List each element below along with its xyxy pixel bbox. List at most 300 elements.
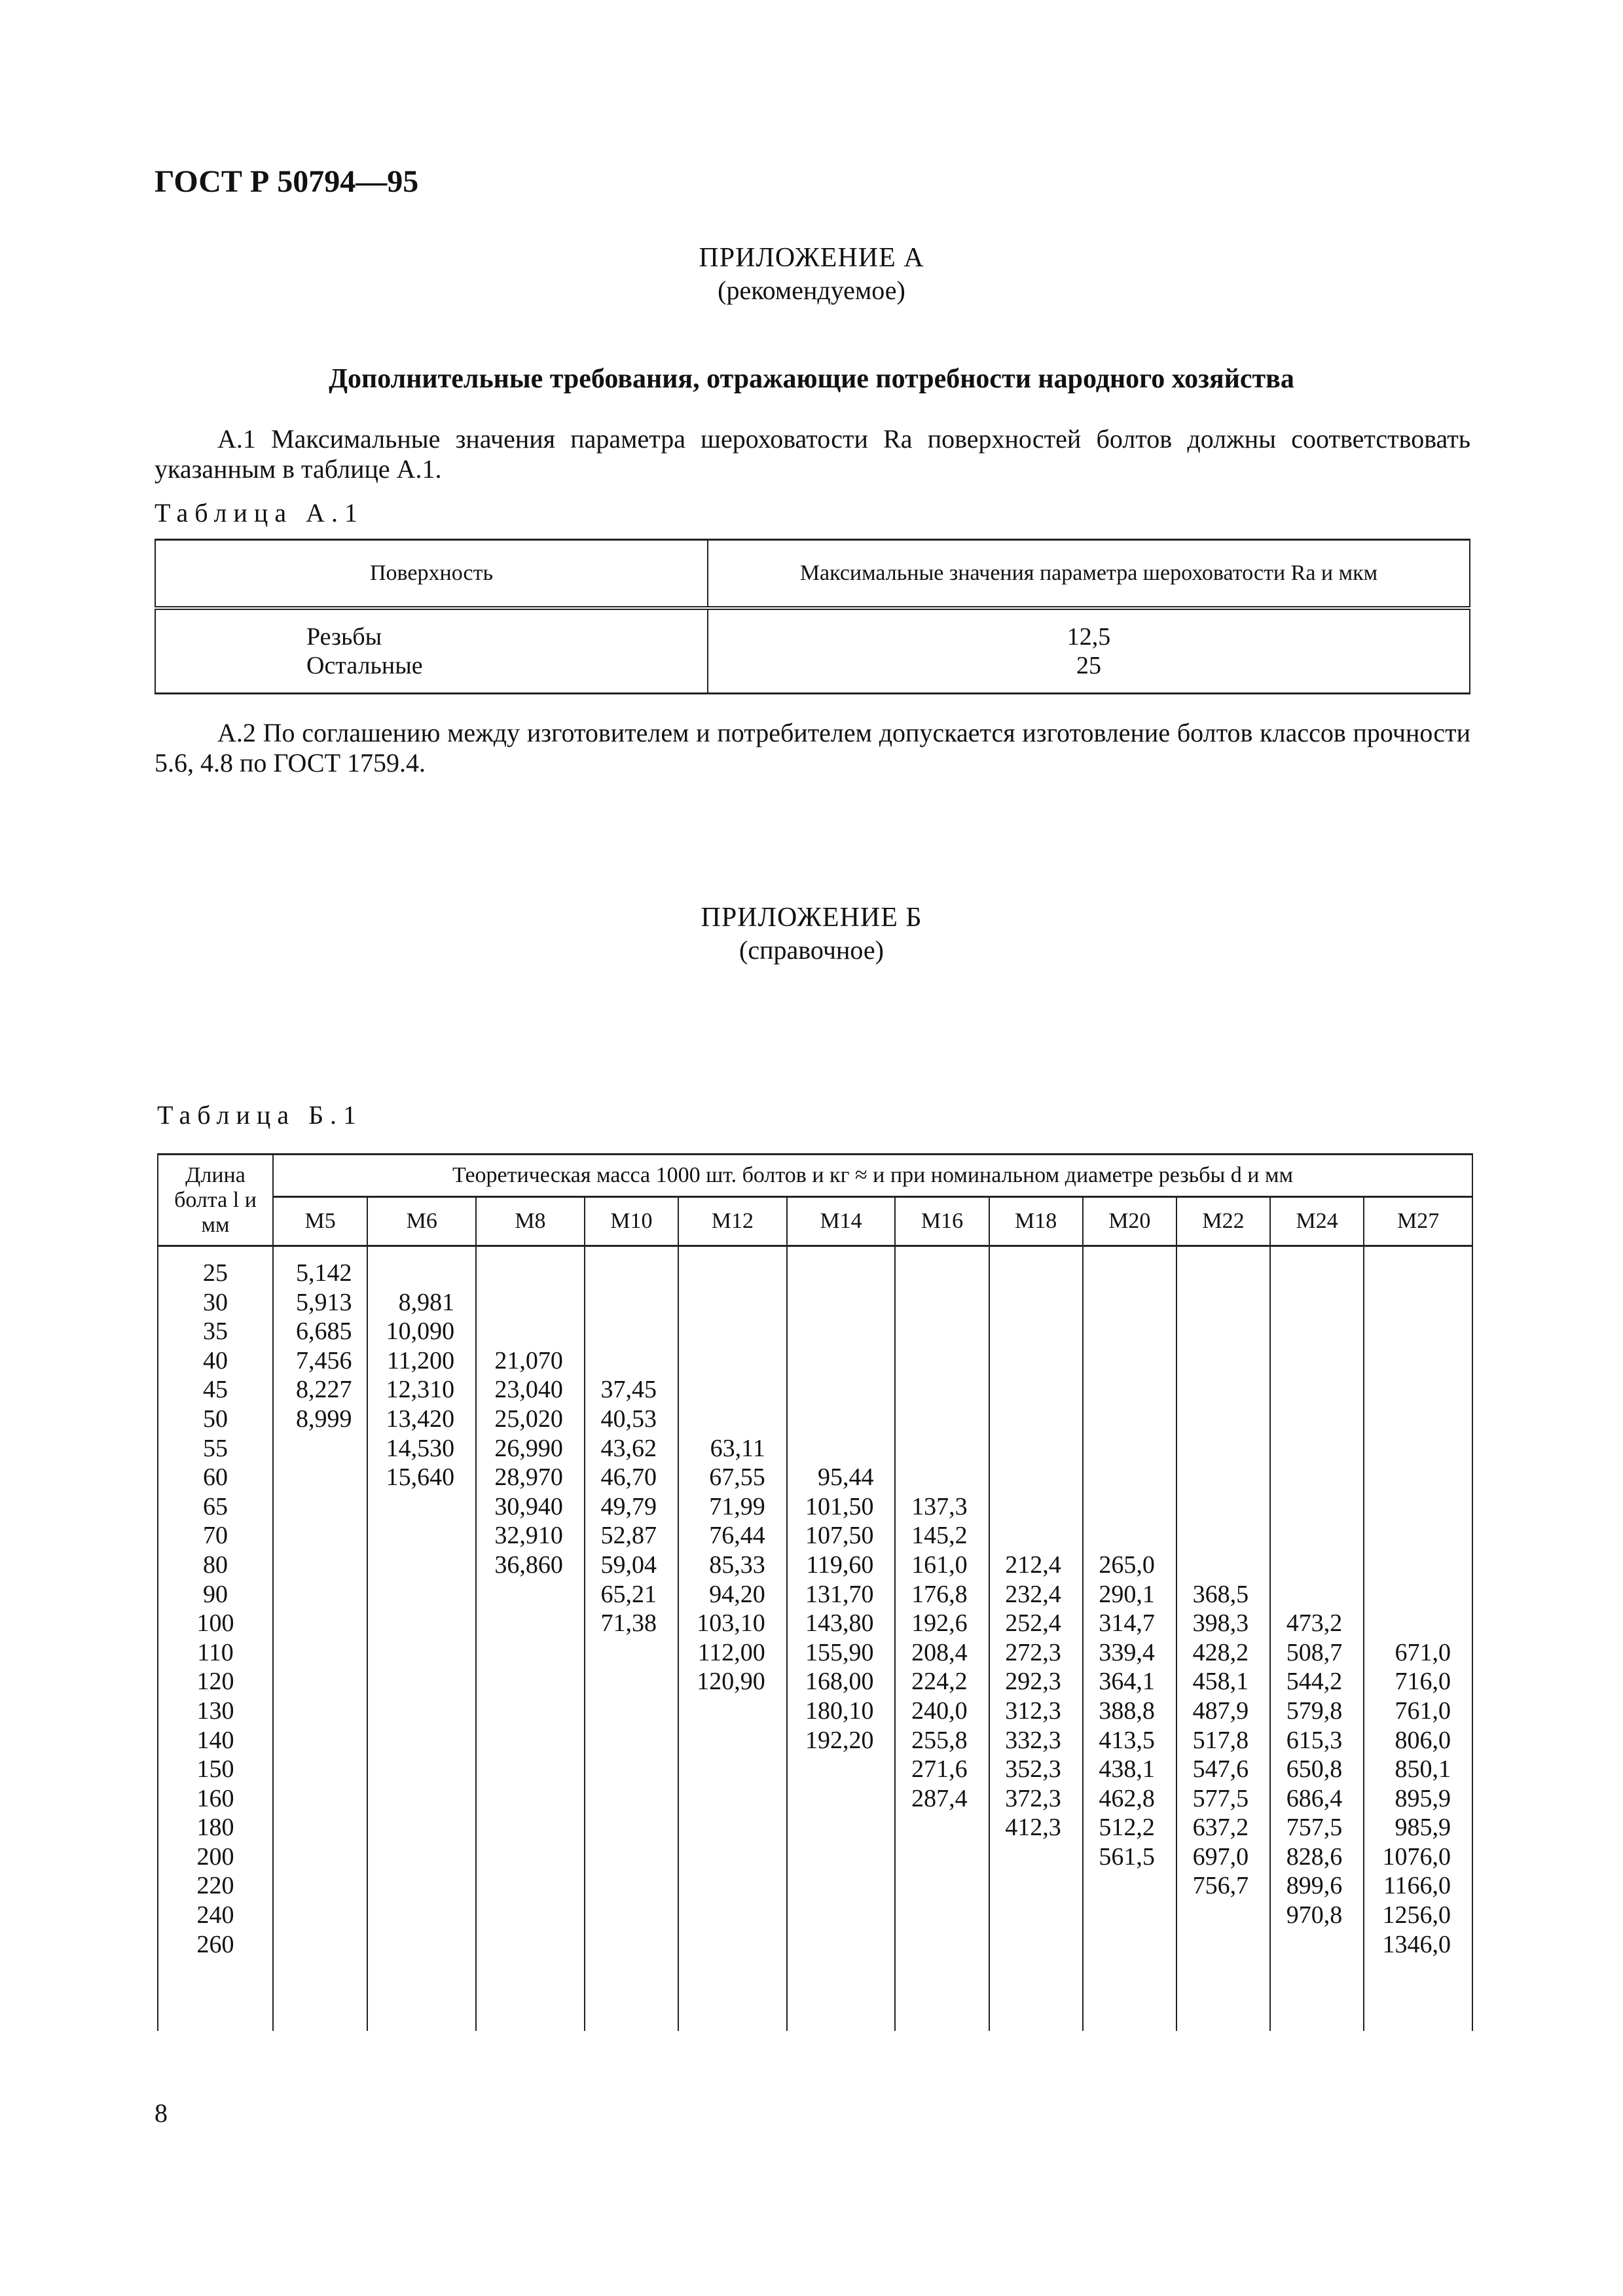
table-cell: 757,5: [1286, 1814, 1343, 1842]
table-cell: 161,0: [911, 1551, 968, 1579]
table-cell: 32,910: [494, 1522, 563, 1550]
table-cell: [991, 1492, 1061, 1522]
table-cell: [296, 1755, 367, 1784]
table-b1-mass-column: [1270, 1246, 1364, 2032]
table-cell: [369, 1521, 454, 1551]
table-b1-mass-column: [367, 1246, 476, 2032]
table-cell: [369, 1813, 454, 1842]
table-cell: 52,87: [600, 1522, 657, 1550]
table-cell: 756,7: [1192, 1872, 1249, 1900]
table-cell: [586, 1755, 657, 1784]
table-cell: [1365, 1346, 1451, 1376]
table-cell: 40,53: [600, 1405, 657, 1433]
table-cell: [1365, 1434, 1451, 1463]
table-cell: [788, 1930, 874, 1960]
table-row: 25: [1076, 652, 1101, 679]
table-cell: [896, 1871, 967, 1901]
table-cell: 6,685: [296, 1318, 352, 1346]
table-cell: [369, 1901, 454, 1930]
table-cell: [1178, 1492, 1249, 1522]
table-cell: 103,10: [697, 1609, 765, 1638]
table-cell: [477, 1726, 563, 1755]
table-b1-length-value: 260: [196, 1930, 234, 1958]
table-cell: 71,99: [709, 1492, 765, 1520]
table-cell: [586, 1901, 657, 1930]
table-cell: [1271, 1463, 1342, 1492]
table-b1-length-header: Длина болта l и мм: [158, 1155, 273, 1246]
table-b1-diameter-header: М14: [787, 1197, 896, 1246]
table-cell: 271,6: [911, 1755, 968, 1784]
table-b1-diameter-header: М20: [1083, 1197, 1176, 1246]
table-cell: [1365, 1492, 1451, 1522]
table-cell: [680, 1813, 765, 1842]
table-cell: 224,2: [911, 1668, 968, 1696]
table-b1-group-header: Теоретическая масса 1000 шт. болтов и кг ≈ и при номинальном диаметре резьбы d и мм: [273, 1155, 1472, 1197]
table-b1-caption: Таблица Б.1: [157, 1100, 363, 1130]
table-cell: [369, 1726, 454, 1755]
table-cell: [1365, 1463, 1451, 1492]
table-cell: [1178, 1405, 1249, 1434]
table-b1-length-value: 30: [203, 1288, 228, 1316]
table-cell: [586, 1667, 657, 1696]
appendix-a-status: (рекомендуемое): [718, 276, 905, 305]
table-cell: [896, 1346, 967, 1376]
table-row: Остальные: [306, 652, 423, 679]
table-cell: 176,8: [911, 1580, 968, 1608]
table-b1-mass-column: [585, 1246, 678, 2032]
table-cell: [477, 1667, 563, 1696]
table-cell: [586, 1784, 657, 1814]
table-b1-length-value: 200: [196, 1842, 234, 1871]
table-b1-length-value: 220: [196, 1872, 234, 1900]
table-cell: 806,0: [1395, 1726, 1451, 1754]
table-cell: [1271, 1346, 1342, 1376]
table-cell: 438,1: [1099, 1755, 1155, 1784]
table-cell: [1084, 1901, 1155, 1930]
table-cell: 287,4: [911, 1784, 968, 1812]
table-cell: 985,9: [1395, 1814, 1451, 1842]
table-cell: [788, 1813, 874, 1842]
table-cell: 314,7: [1099, 1609, 1155, 1638]
table-b1-length-value: 60: [203, 1463, 228, 1492]
table-cell: 473,2: [1286, 1609, 1343, 1638]
table-cell: 192,20: [805, 1726, 874, 1754]
table-b1-diameter-header: М6: [367, 1197, 476, 1246]
table-b1-mass-column: [1176, 1246, 1270, 2032]
table-cell: [586, 1813, 657, 1842]
table-cell: 312,3: [1005, 1696, 1061, 1725]
table-cell: [680, 1346, 765, 1376]
table-cell: 145,2: [911, 1522, 968, 1550]
table-cell: 1256,0: [1382, 1901, 1451, 1929]
table-cell: [1084, 1521, 1155, 1551]
table-a1-surface-cell: [155, 608, 708, 694]
table-cell: 761,0: [1395, 1696, 1451, 1725]
table-cell: 650,8: [1286, 1755, 1343, 1784]
table-b1-lengths: [158, 1246, 273, 2032]
table-cell: [1178, 1259, 1249, 1288]
table-cell: [1084, 1317, 1155, 1346]
table-cell: [586, 1842, 657, 1872]
table-b1-mass-column: [1083, 1246, 1176, 2032]
table-cell: [1271, 1930, 1342, 1960]
table-b1-diameter-header: М27: [1364, 1197, 1472, 1246]
table-cell: [477, 1901, 563, 1930]
table-cell: [586, 1930, 657, 1960]
table-cell: 155,90: [805, 1638, 874, 1666]
table-cell: [586, 1696, 657, 1726]
table-cell: [477, 1755, 563, 1784]
table-cell: [991, 1901, 1061, 1930]
table-cell: [1271, 1434, 1342, 1463]
table-cell: 255,8: [911, 1726, 968, 1754]
table-cell: 112,00: [697, 1638, 765, 1666]
paragraph-a1: А.1 Максимальные значения параметра шероховатости Ra поверхностей болтов должны соответствовать указанным в таблице А.1.: [155, 424, 1470, 484]
table-cell: 252,4: [1005, 1609, 1061, 1638]
table-cell: 168,00: [805, 1668, 874, 1696]
table-cell: 339,4: [1099, 1638, 1155, 1666]
table-cell: 615,3: [1286, 1726, 1343, 1754]
table-cell: 63,11: [710, 1434, 765, 1462]
table-cell: 508,7: [1286, 1638, 1343, 1666]
table-cell: [1084, 1259, 1155, 1288]
table-cell: 686,4: [1286, 1784, 1343, 1812]
table-cell: [1365, 1521, 1451, 1551]
table-cell: [296, 1609, 367, 1638]
table-b1-length-value: 25: [203, 1259, 228, 1287]
table-cell: 716,0: [1395, 1668, 1451, 1696]
table-cell: 697,0: [1192, 1842, 1249, 1871]
table-cell: 512,2: [1099, 1814, 1155, 1842]
table-cell: [680, 1901, 765, 1930]
table-cell: [369, 1755, 454, 1784]
table-cell: 13,420: [386, 1405, 455, 1433]
table-cell: 487,9: [1192, 1696, 1249, 1725]
table-cell: [991, 1842, 1061, 1872]
table-b1-length-value: 90: [203, 1580, 228, 1608]
paragraph-a2: А.2 По соглашению между изготовителем и потребителем допускается изготовление болтов классов прочности 5.6, 4.8 по ГОСТ 1759.4.: [155, 718, 1470, 778]
table-cell: 119,60: [806, 1551, 874, 1579]
table-cell: [680, 1726, 765, 1755]
table-b1-length-value: 50: [203, 1405, 228, 1433]
table-cell: [788, 1259, 874, 1288]
table-b1-length-value: 35: [203, 1318, 228, 1346]
table-cell: [1365, 1580, 1451, 1609]
table-cell: 352,3: [1005, 1755, 1061, 1784]
table-cell: [1084, 1930, 1155, 1960]
table-cell: [477, 1871, 563, 1901]
table-cell: [369, 1696, 454, 1726]
table-a1-header-surface: Поверхность: [155, 540, 708, 609]
table-cell: [788, 1346, 874, 1376]
table-cell: [788, 1784, 874, 1814]
table-cell: [586, 1871, 657, 1901]
table-cell: [369, 1492, 454, 1522]
table-cell: [1271, 1375, 1342, 1405]
table-cell: 137,3: [911, 1492, 968, 1520]
table-cell: [1178, 1463, 1249, 1492]
table-cell: [477, 1638, 563, 1668]
table-cell: 671,0: [1395, 1638, 1451, 1666]
table-b1-mass-column: [476, 1246, 585, 2032]
table-b1-diameter-header: М5: [273, 1197, 367, 1246]
table-cell: [991, 1346, 1061, 1376]
table-cell: [586, 1259, 657, 1288]
table-cell: [477, 1609, 563, 1638]
table-cell: [680, 1317, 765, 1346]
table-cell: 23,040: [494, 1376, 563, 1404]
table-cell: 8,999: [296, 1405, 352, 1433]
table-cell: [896, 1842, 967, 1872]
table-b1-diameter-header: М16: [895, 1197, 989, 1246]
table-cell: 412,3: [1005, 1814, 1061, 1842]
table-a1-header-roughness: Максимальные значения параметра шероховатости Ra и мкм: [708, 540, 1470, 609]
table-cell: [369, 1580, 454, 1609]
table-cell: [477, 1288, 563, 1318]
table-cell: [788, 1901, 874, 1930]
table-cell: 46,70: [600, 1463, 657, 1492]
table-cell: [296, 1667, 367, 1696]
table-b1-diameter-header: М22: [1176, 1197, 1270, 1246]
table-cell: [369, 1259, 454, 1288]
table-cell: 388,8: [1099, 1696, 1155, 1725]
table-cell: 544,2: [1286, 1668, 1343, 1696]
table-cell: 577,5: [1192, 1784, 1249, 1812]
table-b1-length-value: 140: [196, 1726, 234, 1754]
table-cell: 212,4: [1005, 1551, 1061, 1579]
table-cell: 21,070: [494, 1346, 563, 1374]
table-cell: 101,50: [805, 1492, 874, 1520]
table-cell: [680, 1696, 765, 1726]
table-b1-mass-column: [989, 1246, 1083, 2032]
table-cell: [680, 1755, 765, 1784]
table-cell: 37,45: [600, 1376, 657, 1404]
table-cell: [896, 1901, 967, 1930]
table-cell: 67,55: [709, 1463, 765, 1492]
table-cell: 12,310: [386, 1376, 455, 1404]
table-cell: 637,2: [1192, 1814, 1249, 1842]
table-cell: [1271, 1259, 1342, 1288]
table-cell: 120,90: [697, 1668, 765, 1696]
table-cell: [1271, 1317, 1342, 1346]
page-number: 8: [155, 2098, 168, 2128]
table-cell: 1166,0: [1383, 1872, 1451, 1900]
table-cell: [1271, 1288, 1342, 1318]
table-b1-mass-column: [678, 1246, 787, 2032]
table-cell: [680, 1842, 765, 1872]
table-cell: [477, 1259, 563, 1288]
table-cell: [896, 1405, 967, 1434]
table-cell: 7,456: [296, 1346, 352, 1374]
table-a1-caption: Таблица А.1: [155, 498, 364, 528]
table-cell: [1365, 1317, 1451, 1346]
table-row: Резьбы: [306, 623, 382, 651]
table-cell: 428,2: [1192, 1638, 1249, 1666]
table-cell: 43,62: [600, 1434, 657, 1462]
table-cell: 49,79: [600, 1492, 657, 1520]
table-b1-diameter-header: М12: [678, 1197, 787, 1246]
table-cell: [1271, 1492, 1342, 1522]
table-cell: [477, 1813, 563, 1842]
table-cell: 850,1: [1395, 1755, 1451, 1784]
table-cell: 26,990: [494, 1434, 563, 1462]
table-cell: 970,8: [1286, 1901, 1343, 1929]
appendix-b-status: (справочное): [739, 935, 884, 965]
table-cell: 899,6: [1286, 1872, 1343, 1900]
table-cell: [296, 1813, 367, 1842]
table-cell: [896, 1930, 967, 1960]
table-cell: [296, 1842, 367, 1872]
table-cell: [991, 1463, 1061, 1492]
table-cell: 517,8: [1192, 1726, 1249, 1754]
table-cell: [369, 1871, 454, 1901]
table-cell: [477, 1696, 563, 1726]
table-cell: 828,6: [1286, 1842, 1343, 1871]
table-cell: [680, 1930, 765, 1960]
table-cell: [1365, 1609, 1451, 1638]
table-cell: [1271, 1521, 1342, 1551]
table-cell: [680, 1259, 765, 1288]
table-cell: [1178, 1434, 1249, 1463]
table-cell: 14,530: [386, 1434, 455, 1462]
table-cell: [788, 1288, 874, 1318]
table-cell: [296, 1580, 367, 1609]
table-cell: [680, 1375, 765, 1405]
table-cell: [1365, 1259, 1451, 1288]
table-cell: [296, 1696, 367, 1726]
table-cell: [1271, 1405, 1342, 1434]
table-cell: [296, 1871, 367, 1901]
table-cell: [1084, 1288, 1155, 1318]
table-cell: [296, 1434, 367, 1463]
table-cell: 364,1: [1099, 1668, 1155, 1696]
table-cell: [477, 1317, 563, 1346]
table-cell: [1084, 1463, 1155, 1492]
table-cell: [477, 1842, 563, 1872]
table-cell: 107,50: [805, 1522, 874, 1550]
table-b1-length-value: 100: [196, 1609, 234, 1638]
appendix-b-title: ПРИЛОЖЕНИЕ Б: [701, 903, 922, 933]
table-cell: 15,640: [386, 1463, 455, 1492]
table-cell: [991, 1375, 1061, 1405]
table-b1-length-value: 55: [203, 1434, 228, 1462]
table-cell: [1178, 1930, 1249, 1960]
table-cell: 95,44: [817, 1463, 874, 1492]
table-cell: [1178, 1317, 1249, 1346]
table-cell: 332,3: [1005, 1726, 1061, 1754]
table-cell: [991, 1871, 1061, 1901]
table-cell: [788, 1434, 874, 1463]
table-b1-length-value: 45: [203, 1376, 228, 1404]
table-cell: [788, 1755, 874, 1784]
table-cell: 5,142: [296, 1259, 352, 1287]
table-cell: 368,5: [1192, 1580, 1249, 1608]
table-cell: 547,6: [1192, 1755, 1249, 1784]
table-cell: [896, 1317, 967, 1346]
table-cell: 131,70: [805, 1580, 874, 1608]
table-cell: [296, 1784, 367, 1814]
table-cell: [1178, 1375, 1249, 1405]
table-cell: 292,3: [1005, 1668, 1061, 1696]
table-cell: [788, 1317, 874, 1346]
table-cell: [477, 1784, 563, 1814]
table-cell: 85,33: [709, 1551, 765, 1579]
table-cell: 25,020: [494, 1405, 563, 1433]
table-cell: 398,3: [1192, 1609, 1249, 1638]
table-cell: 36,860: [494, 1551, 563, 1579]
table-cell: [296, 1463, 367, 1492]
table-b1-length-value: 150: [196, 1755, 234, 1784]
table-cell: 10,090: [386, 1318, 455, 1346]
table-cell: 208,4: [911, 1638, 968, 1666]
table-cell: [1084, 1492, 1155, 1522]
table-cell: [896, 1463, 967, 1492]
table-cell: [1365, 1375, 1451, 1405]
table-cell: [788, 1871, 874, 1901]
table-cell: [680, 1405, 765, 1434]
table-cell: 76,44: [709, 1522, 765, 1550]
table-cell: 413,5: [1099, 1726, 1155, 1754]
table-cell: 59,04: [600, 1551, 657, 1579]
table-cell: [1084, 1871, 1155, 1901]
table-cell: [296, 1901, 367, 1930]
table-cell: [1084, 1346, 1155, 1376]
table-cell: 1076,0: [1382, 1842, 1451, 1871]
table-cell: 30,940: [494, 1492, 563, 1520]
table-a1-value-cell: [708, 608, 1470, 694]
table-cell: [369, 1609, 454, 1638]
table-cell: [1178, 1901, 1249, 1930]
table-cell: 8,981: [398, 1288, 455, 1316]
table-b1-length-value: 160: [196, 1784, 234, 1812]
table-cell: 265,0: [1099, 1551, 1155, 1579]
table-cell: [991, 1317, 1061, 1346]
table-cell: [1271, 1551, 1342, 1580]
table-cell: 372,3: [1005, 1784, 1061, 1812]
table-cell: [680, 1288, 765, 1318]
table-cell: [1178, 1346, 1249, 1376]
table-cell: [680, 1871, 765, 1901]
table-cell: [586, 1346, 657, 1376]
table-cell: [369, 1638, 454, 1668]
table-cell: [991, 1259, 1061, 1288]
table-b1-mass-column: [1364, 1246, 1472, 2032]
table-cell: 240,0: [911, 1696, 968, 1725]
table-cell: 5,913: [296, 1288, 352, 1316]
table-cell: 94,20: [709, 1580, 765, 1608]
table-cell: [788, 1375, 874, 1405]
table-b1-diameter-header: М18: [989, 1197, 1083, 1246]
table-cell: [991, 1288, 1061, 1318]
table-b1-length-value: 40: [203, 1346, 228, 1374]
table-a1: [155, 539, 1470, 694]
table-cell: 192,6: [911, 1609, 968, 1638]
table-cell: [991, 1405, 1061, 1434]
table-cell: [296, 1638, 367, 1668]
table-cell: [586, 1638, 657, 1668]
table-cell: [1271, 1580, 1342, 1609]
table-cell: 561,5: [1099, 1842, 1155, 1871]
table-b1-length-value: 80: [203, 1551, 228, 1579]
table-cell: [1178, 1521, 1249, 1551]
table-cell: [586, 1288, 657, 1318]
table-cell: [586, 1317, 657, 1346]
table-cell: 180,10: [805, 1696, 874, 1725]
table-cell: [586, 1726, 657, 1755]
table-cell: 579,8: [1286, 1696, 1343, 1725]
table-b1-length-value: 240: [196, 1901, 234, 1929]
appendix-a-title: ПРИЛОЖЕНИЕ А: [699, 243, 924, 273]
